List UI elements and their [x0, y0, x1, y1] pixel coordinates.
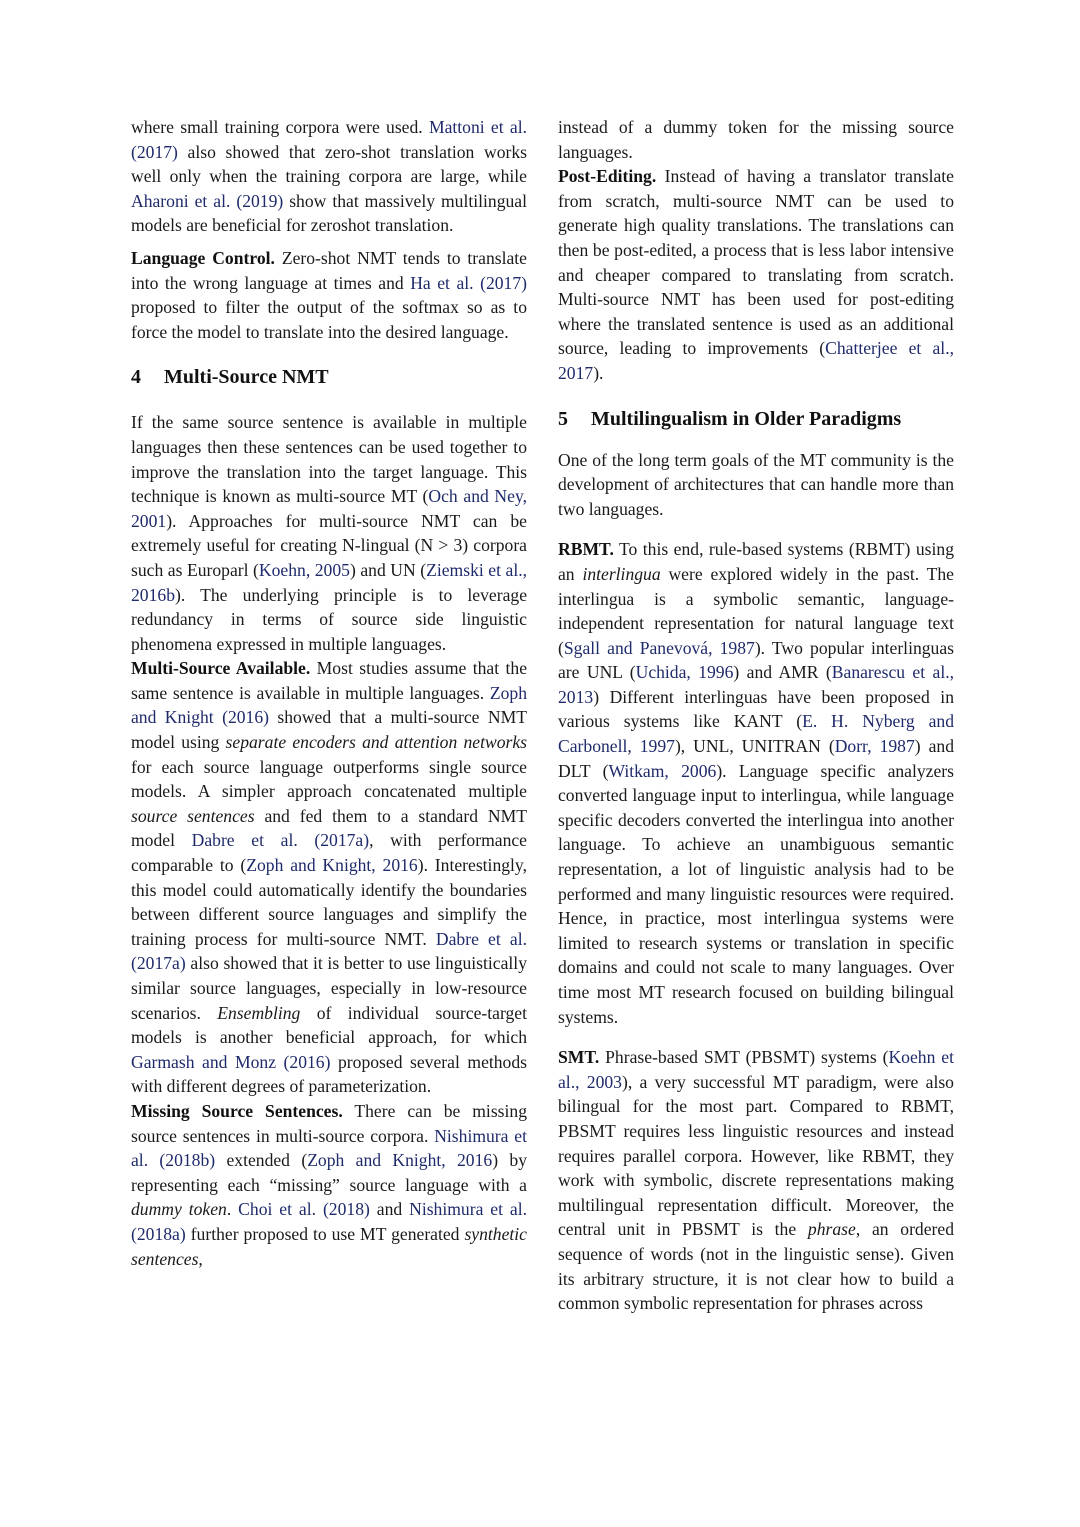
- paragraph-multi-source-available: Multi-Source Available. Most studies assume that the same sentence is available in multiple languages. Zoph and Knight (2016) showed that a multi-source NMT model using separate encoders and attention networks for each source language outperforms single source models. A simpler approach concatenated multiple source sentences and fed them to a standard NMT model Dabre et al. (2017a), with performance comparable to (Zoph and Knight, 2016). Interestingly, this model could automatically identify the boundaries between different source languages and simplify the training process for multi-source NMT. Dabre et al. (2017a) also showed that it is better to use linguistically similar source languages, especially in low-resource scenarios. Ensembling of individual source-target models is another beneficial approach, for which Garmash and Monz (2016) proposed several methods with different degrees of parameterization.: [131, 658, 528, 1097]
- citation-link[interactable]: Zoph and Knight, 2016: [307, 1150, 493, 1171]
- citation-link[interactable]: Koehn et al., 2003: [558, 1047, 954, 1092]
- citation-link[interactable]: Ha et al. (2017): [410, 272, 527, 293]
- citation-link[interactable]: Zoph and Knight, 2016: [246, 855, 418, 876]
- citation-link[interactable]: Chatterjee et al., 2017: [558, 338, 954, 383]
- paragraph-multi-source-intro: If the same source sentence is available in multiple languages then these sentences can be used together to improve the translation into the target language. This technique is known as multi-source MT (Och and Ney, 2001). Approaches for multi-source NMT can be extremely useful for creating N-lingual (N > 3) corpora such as Europarl (Koehn, 2005) and UN (Ziemski et al., 2016b). The underlying principle is to leverage redundancy in terms of source side linguistic phenomena expressed in multiple languages.: [131, 412, 528, 654]
- citation-link[interactable]: E. H. Nyberg and Carbonell, 1997: [558, 711, 954, 757]
- paragraph-language-control: Language Control. Zero-shot NMT tends to translate into the wrong language at times and Ha et al. (2017) proposed to filter the output of the softmax so as to force the model to translate into the desired language.: [131, 247, 527, 342]
- citation-link[interactable]: Mattoni et al. (2017): [131, 117, 527, 162]
- citation-link[interactable]: Nishimura et al. (2018a): [131, 1199, 528, 1244]
- section-heading-4: 4 Multi-Source NMT: [131, 366, 329, 389]
- citation-link[interactable]: Aharoni et al. (2019): [131, 190, 284, 211]
- paragraph-older-paradigms-intro: One of the long term goals of the MT community is the development of architectures that can handle more than two languages.: [558, 449, 954, 519]
- paragraph-post-editing: Post-Editing. Instead of having a translator translate from scratch, multi-source NMT can be used to generate high quality translations. The translations can then be post-edited, a process that is less labor intensive and cheaper compared to translating from scratch. Multi-source NMT has been used for post-editing where the translated sentence is used as an additional source, leading to improvements (Chatterjee et al., 2017).: [558, 166, 954, 383]
- citation-link[interactable]: Dabre et al. (2017a): [131, 928, 527, 974]
- paragraph-missing-source-cont: instead of a dummy token for the missing source languages.: [558, 117, 954, 162]
- paragraph-missing-source: Missing Source Sentences. There can be missing source sentences in multi-source corpora. Nishimura et al. (2018b) extended (Zoph and Knight, 2016) by representing each “missing” source language with a dummy token. Choi et al. (2018) and Nishimura et al. (2018a) further proposed to use MT generated synthetic sentences,: [131, 1100, 528, 1269]
- citation-link[interactable]: Choi et al. (2018): [238, 1199, 370, 1220]
- citation-link[interactable]: Garmash and Monz (2016): [131, 1051, 331, 1072]
- citation-link[interactable]: Banarescu et al., 2013: [558, 662, 955, 707]
- section-heading-5: 5 Multilingualism in Older Paradigms: [558, 407, 902, 430]
- paragraph-heading: Language Control.: [131, 247, 275, 268]
- citation-link[interactable]: Zoph and Knight (2016): [131, 682, 527, 728]
- citation-link[interactable]: Dabre et al. (2017a): [191, 830, 370, 851]
- citation-link[interactable]: Ziemski et al., 2016b: [131, 559, 528, 605]
- citation-link[interactable]: Och and Ney, 2001: [131, 486, 527, 531]
- paragraph-zero-shot-corpora: where small training corpora were used. Mattoni et al. (2017) also showed that zero-shot translation works well only when the training corpora are large, while Aharoni et al. (2019) show that massively multilingual models are beneficial for zeroshot translation.: [131, 117, 528, 236]
- paragraph-heading: RBMT.: [558, 539, 614, 560]
- citation-link[interactable]: Uchida, 1996: [635, 662, 734, 683]
- paragraph-heading: Post-Editing.: [558, 166, 657, 187]
- left-column: [131, 115, 527, 1271]
- citation-link[interactable]: Witkam, 2006: [608, 760, 717, 781]
- citation-link[interactable]: Nishimura et al. (2018b): [131, 1125, 528, 1171]
- citation-link[interactable]: Sgall and Panevová, 1987: [563, 637, 755, 658]
- paragraph-heading: SMT.: [558, 1047, 600, 1068]
- citation-link[interactable]: Koehn, 2005: [258, 559, 350, 580]
- paragraph-heading: Multi-Source Available.: [131, 658, 311, 679]
- paragraph-heading: Missing Source Sentences.: [131, 1100, 343, 1121]
- citation-link[interactable]: Dorr, 1987: [834, 736, 915, 757]
- paragraph-rbmt: RBMT. To this end, rule-based systems (RBMT) using an interlingua were explored widely in the past. The interlingua is a symbolic semantic, language-independent representation for natural language text (Sgall and Panevová, 1987). Two popular interlinguas are UNL (Uchida, 1996) and AMR (Banarescu et al., 2013) Different interlinguas have been proposed in various systems like KANT (E. H. Nyberg and Carbonell, 1997), UNL, UNITRAN (Dorr, 1987) and DLT (Witkam, 2006). Language specific analyzers converted language input to interlingua, while language specific decoders converted the interlingua into another language. To achieve an unambiguous semantic representation, a lot of linguistic analysis had to be performed and many linguistic resources were required. Hence, in practice, most interlingua systems were limited to research systems or translation in specific domains and could not scale to many languages. Over time most MT research focused on building bilingual systems.: [558, 539, 955, 1027]
- paragraph-smt: SMT. Phrase-based SMT (PBSMT) systems (Koehn et al., 2003), a very successful MT paradigm, were also bilingual for the most part. Compared to RBMT, PBSMT requires less linguistic resources and instead requires parallel corpora. However, like RBMT, they work with symbolic, discrete representations making multilingual representation difficult. Moreover, the central unit in PBSMT is the phrase, an ordered sequence of words (not in the linguistic sense). Given its arbitrary structure, it is not clear how to build a common symbolic representation for phrases across: [558, 1047, 955, 1314]
- right-column: [558, 115, 954, 1316]
